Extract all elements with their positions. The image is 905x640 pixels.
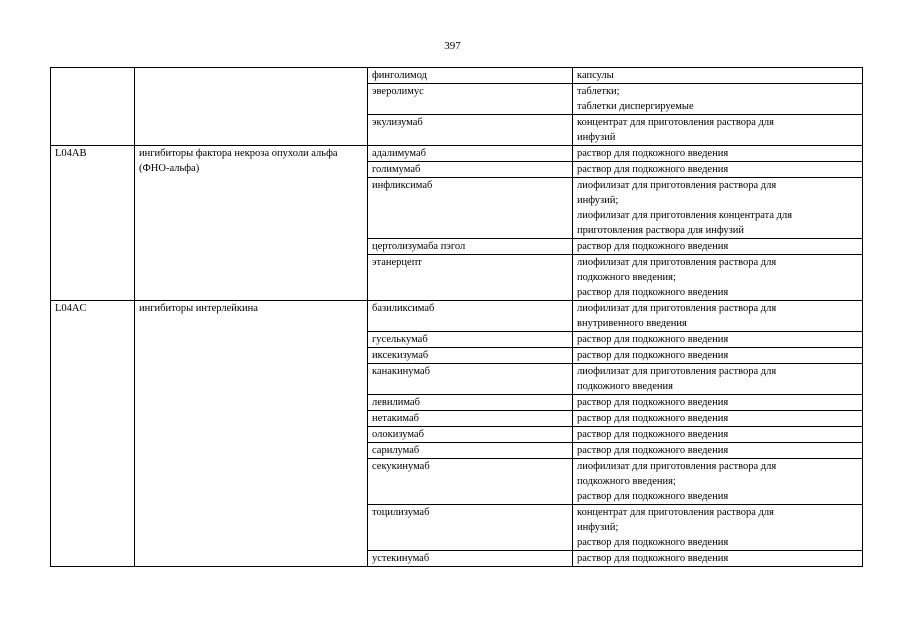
dosage-forms-cell xyxy=(573,443,863,459)
dosage-forms-cell xyxy=(573,364,863,395)
atc-code-cell xyxy=(51,68,135,146)
dosage-forms-cell xyxy=(573,162,863,178)
drug-name-cell: иксекизумаб xyxy=(368,348,573,364)
atc-code-cell: L04AB xyxy=(51,146,135,301)
drug-name-cell: канакинумаб xyxy=(368,364,573,395)
dosage-forms-cell xyxy=(573,505,863,551)
dosage-forms-cell xyxy=(573,395,863,411)
dosage-form-line: инфузий; xyxy=(577,522,619,533)
dosage-forms-cell xyxy=(573,551,863,567)
dosage-form-line: инфузий; xyxy=(577,195,619,206)
drug-name-cell: левилимаб xyxy=(368,395,573,411)
dosage-form-line: раствор для подкожного введения xyxy=(577,241,729,252)
dosage-form-line: лиофилизат для приготовления раствора для xyxy=(577,366,777,377)
dosage-forms-cell xyxy=(573,411,863,427)
dosage-forms-cell xyxy=(573,115,863,146)
drug-name-cell: базиликсимаб xyxy=(368,301,573,332)
table-row xyxy=(51,68,863,84)
drug-name-cell: инфликсимаб xyxy=(368,178,573,239)
dosage-form-line: раствор для подкожного введения xyxy=(577,287,729,298)
dosage-forms-cell xyxy=(573,255,863,301)
drug-name-cell: экулизумаб xyxy=(368,115,573,146)
drug-name-cell: цертолизумаба пэгол xyxy=(368,239,573,255)
dosage-form-line: лиофилизат для приготовления раствора для xyxy=(577,461,777,472)
table-row xyxy=(51,301,863,332)
dosage-form-line: раствор для подкожного введения xyxy=(577,164,729,175)
page-number: 397 xyxy=(444,40,461,52)
dosage-form-line: раствор для подкожного введения xyxy=(577,445,729,456)
dosage-form-line: раствор для подкожного введения xyxy=(577,553,729,564)
dosage-forms-cell xyxy=(573,427,863,443)
dosage-forms-cell xyxy=(573,348,863,364)
drug-name-cell: секукинумаб xyxy=(368,459,573,505)
dosage-form-line: раствор для подкожного введения xyxy=(577,350,729,361)
pharmacological-group-cell: ингибиторы интерлейкина xyxy=(135,301,368,567)
table-row xyxy=(51,146,863,162)
drug-name-cell: адалимумаб xyxy=(368,146,573,162)
drug-name-cell: олокизумаб xyxy=(368,427,573,443)
dosage-form-line: лиофилизат для приготовления раствора для xyxy=(577,303,777,314)
dosage-forms-cell xyxy=(573,239,863,255)
dosage-form-line: концентрат для приготовления раствора для xyxy=(577,117,774,128)
drug-name-cell: тоцилизумаб xyxy=(368,505,573,551)
dosage-form-line: таблетки диспергируемые xyxy=(577,101,694,112)
dosage-form-line: раствор для подкожного введения xyxy=(577,491,729,502)
drug-name-cell: устекинумаб xyxy=(368,551,573,567)
dosage-forms-cell xyxy=(573,146,863,162)
dosage-form-line: подкожного введения; xyxy=(577,476,676,487)
dosage-form-line: раствор для подкожного введения xyxy=(577,397,729,408)
dosage-forms-cell xyxy=(573,459,863,505)
drug-name-cell: нетакимаб xyxy=(368,411,573,427)
pharmacological-group-cell: ингибиторы фактора некроза опухоли альфа (ФНО-альфа) xyxy=(135,146,368,301)
dosage-forms-cell xyxy=(573,84,863,115)
dosage-form-line: лиофилизат для приготовления раствора для xyxy=(577,180,777,191)
dosage-form-line: раствор для подкожного введения xyxy=(577,334,729,345)
dosage-forms-cell xyxy=(573,301,863,332)
dosage-form-line: подкожного введения xyxy=(577,381,673,392)
drug-name-cell: сарилумаб xyxy=(368,443,573,459)
dosage-form-line: инфузий xyxy=(577,132,616,143)
dosage-form-line: раствор для подкожного введения xyxy=(577,429,729,440)
dosage-forms-cell xyxy=(573,68,863,84)
dosage-form-line: лиофилизат для приготовления концентрата для xyxy=(577,210,793,221)
atc-code-cell: L04AC xyxy=(51,301,135,567)
dosage-form-line: подкожного введения; xyxy=(577,272,676,283)
dosage-forms-cell xyxy=(573,332,863,348)
dosage-form-line: приготовления раствора для инфузий xyxy=(577,225,745,236)
dosage-forms-cell xyxy=(573,178,863,239)
dosage-form-line: раствор для подкожного введения xyxy=(577,537,729,548)
dosage-form-line: таблетки; xyxy=(577,86,620,97)
drug-name-cell: финголимод xyxy=(368,68,573,84)
dosage-form-line: капсулы xyxy=(577,70,614,81)
dosage-form-line: раствор для подкожного введения xyxy=(577,413,729,424)
drug-name-cell: этанерцепт xyxy=(368,255,573,301)
dosage-form-line: раствор для подкожного введения xyxy=(577,148,729,159)
drug-name-cell: голимумаб xyxy=(368,162,573,178)
dosage-form-line: внутривенного введения xyxy=(577,318,687,329)
drug-name-cell: гуселькумаб xyxy=(368,332,573,348)
dosage-form-line: концентрат для приготовления раствора для xyxy=(577,507,774,518)
drug-name-cell: эверолимус xyxy=(368,84,573,115)
pharmacological-group-cell xyxy=(135,68,368,146)
drug-table xyxy=(50,67,863,567)
dosage-form-line: лиофилизат для приготовления раствора для xyxy=(577,257,777,268)
